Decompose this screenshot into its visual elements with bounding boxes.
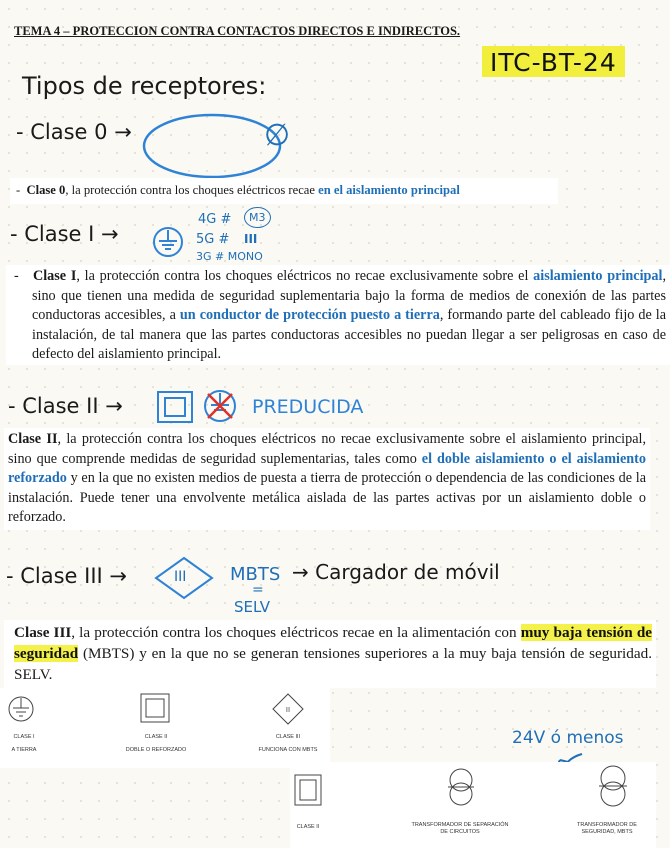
transformers-figure [290, 762, 656, 848]
ground-symbol-drawing [150, 224, 190, 260]
symbols-figure [0, 688, 330, 768]
claseI-text1: , la protección contra los choques eléctricos no recae exclusivamente sobre el [76, 268, 534, 284]
caption-clase-ii [118, 734, 194, 754]
page-title: TEMA 4 – PROTECCION CONTRA CONTACTOS DIRECTOS E INDIRECTOS. [14, 24, 461, 38]
mbts-note: MBTS [230, 564, 281, 585]
caption-lower-clase-ii: CLASE II [296, 824, 320, 830]
claseI-text3: , formando parte del cableado fijo de la instalación, de tal manera que las partes conductoras accesibles no puedan llegar a ser peligrosas en caso de defecto del aislamiento principal. [32, 307, 666, 362]
svg-text:II: II [285, 706, 291, 714]
claseIII-highlight: muy baja tensión de seguridad [14, 624, 653, 662]
clase0-text: , la protección contra los choques eléctricos recae [65, 183, 319, 197]
diamond-class3-icon [272, 693, 304, 725]
paragraph-claseI [6, 265, 670, 365]
voltage-note: 24V ó menos [512, 728, 624, 748]
paragraph-claseIII [4, 620, 656, 688]
itc-label [482, 46, 625, 77]
double-square-icon [140, 693, 170, 723]
caption-clase-i-desc: A TIERRA [11, 747, 37, 753]
caption-safety-transformer: TRANSFORMADOR DE SEGURIDAD, MBTS [577, 822, 637, 835]
claseIII-note: - Clase III → [6, 564, 128, 588]
safety-transformer-icon [596, 762, 630, 812]
paragraph-clase0 [10, 178, 558, 204]
itc-text: ITC-BT-24 [490, 48, 617, 77]
claseII-note: - Clase II → [8, 394, 123, 418]
claseII-blue: el doble aislamiento o el aislamiento reforzado [8, 450, 646, 486]
no-ground-drawing [202, 388, 242, 428]
caption-separation-transformer: TRANSFORMADOR DE SEPARACIÓN DE CIRCUITOS [411, 822, 509, 835]
selv-note: SELV [234, 598, 270, 616]
motor-m3: M3 [244, 207, 271, 228]
claseIII-text2: (MBTS) y en la que no se generan tensiones superiores a la muy baja tensión de seguridad. SELV. [14, 645, 652, 683]
caption-clase-iii [250, 734, 326, 754]
page-header [14, 24, 460, 39]
cable-5g: 5G # [196, 232, 230, 247]
caption-clase-ii-title: CLASE II [144, 734, 168, 740]
caption-clase-iii-desc: FUNCIONA CON MBTS [258, 747, 318, 753]
claseII-text1: , la protección contra los choques eléctricos no recae exclusivamente sobre el aislamiento principal, sino que comprende medidas de seguridad suplementarias, tales como [8, 431, 646, 467]
claseIII-text1: , la protección contra los choques eléctricos recae en la alimentación con [71, 624, 521, 641]
cable-3g-mono: 3G # MONO [196, 250, 263, 263]
dash: - [16, 183, 21, 197]
claseI-note: - Clase I → [10, 222, 119, 246]
claseI-text2: , sino que tienen una medida de seguridad suplementaria bajo la forma de medios de conexión de las partes conductoras accesibles, a [32, 268, 667, 323]
diamond-iii-label: III [174, 569, 187, 585]
class2-square-icon [294, 774, 322, 806]
cargador-note: → Cargador de móvil [292, 560, 500, 584]
caption-clase-i-title: CLASE I [13, 734, 35, 740]
tipos-heading: Tipos de receptores: [22, 72, 267, 100]
ground-symbol-icon [6, 694, 36, 724]
claseI-blue1: aislamiento principal [533, 268, 663, 284]
paragraph-claseII [4, 428, 650, 530]
dash: - [14, 268, 19, 284]
caption-clase-iii-title: CLASE III [275, 734, 301, 740]
cable-4g: 4G # [198, 212, 232, 227]
three-phase-mark: III [244, 232, 258, 246]
clase0-blue: en el aislamiento principal [318, 183, 460, 197]
empty-set-symbol: ∅ [264, 118, 291, 153]
clase0-note: - Clase 0 → [16, 120, 132, 144]
preducida-note: PREDUCIDA [252, 396, 364, 418]
claseII-bold: Clase II [8, 431, 58, 447]
claseII-text2: y en la que no existen medios de puesta a tierra de protección o dependencia de las condiciones de la instalación. Puede tener una envolvente metálica aislada de las partes activas por un aislamiento doble o reforzado. [8, 470, 646, 525]
separation-transformer-icon [446, 766, 476, 810]
claseI-blue2: un conductor de protección puesto a tierra [179, 307, 440, 323]
caption-clase-i [2, 734, 46, 754]
caption-clase-ii-desc: DOBLE O REFORZADO [125, 747, 187, 753]
double-square-drawing [156, 390, 196, 426]
equiv-mark: = [252, 582, 264, 598]
claseIII-bold: Clase III [14, 624, 72, 641]
clase0-bold: Clase 0 [26, 183, 66, 197]
claseI-bold: Clase I [32, 268, 77, 284]
